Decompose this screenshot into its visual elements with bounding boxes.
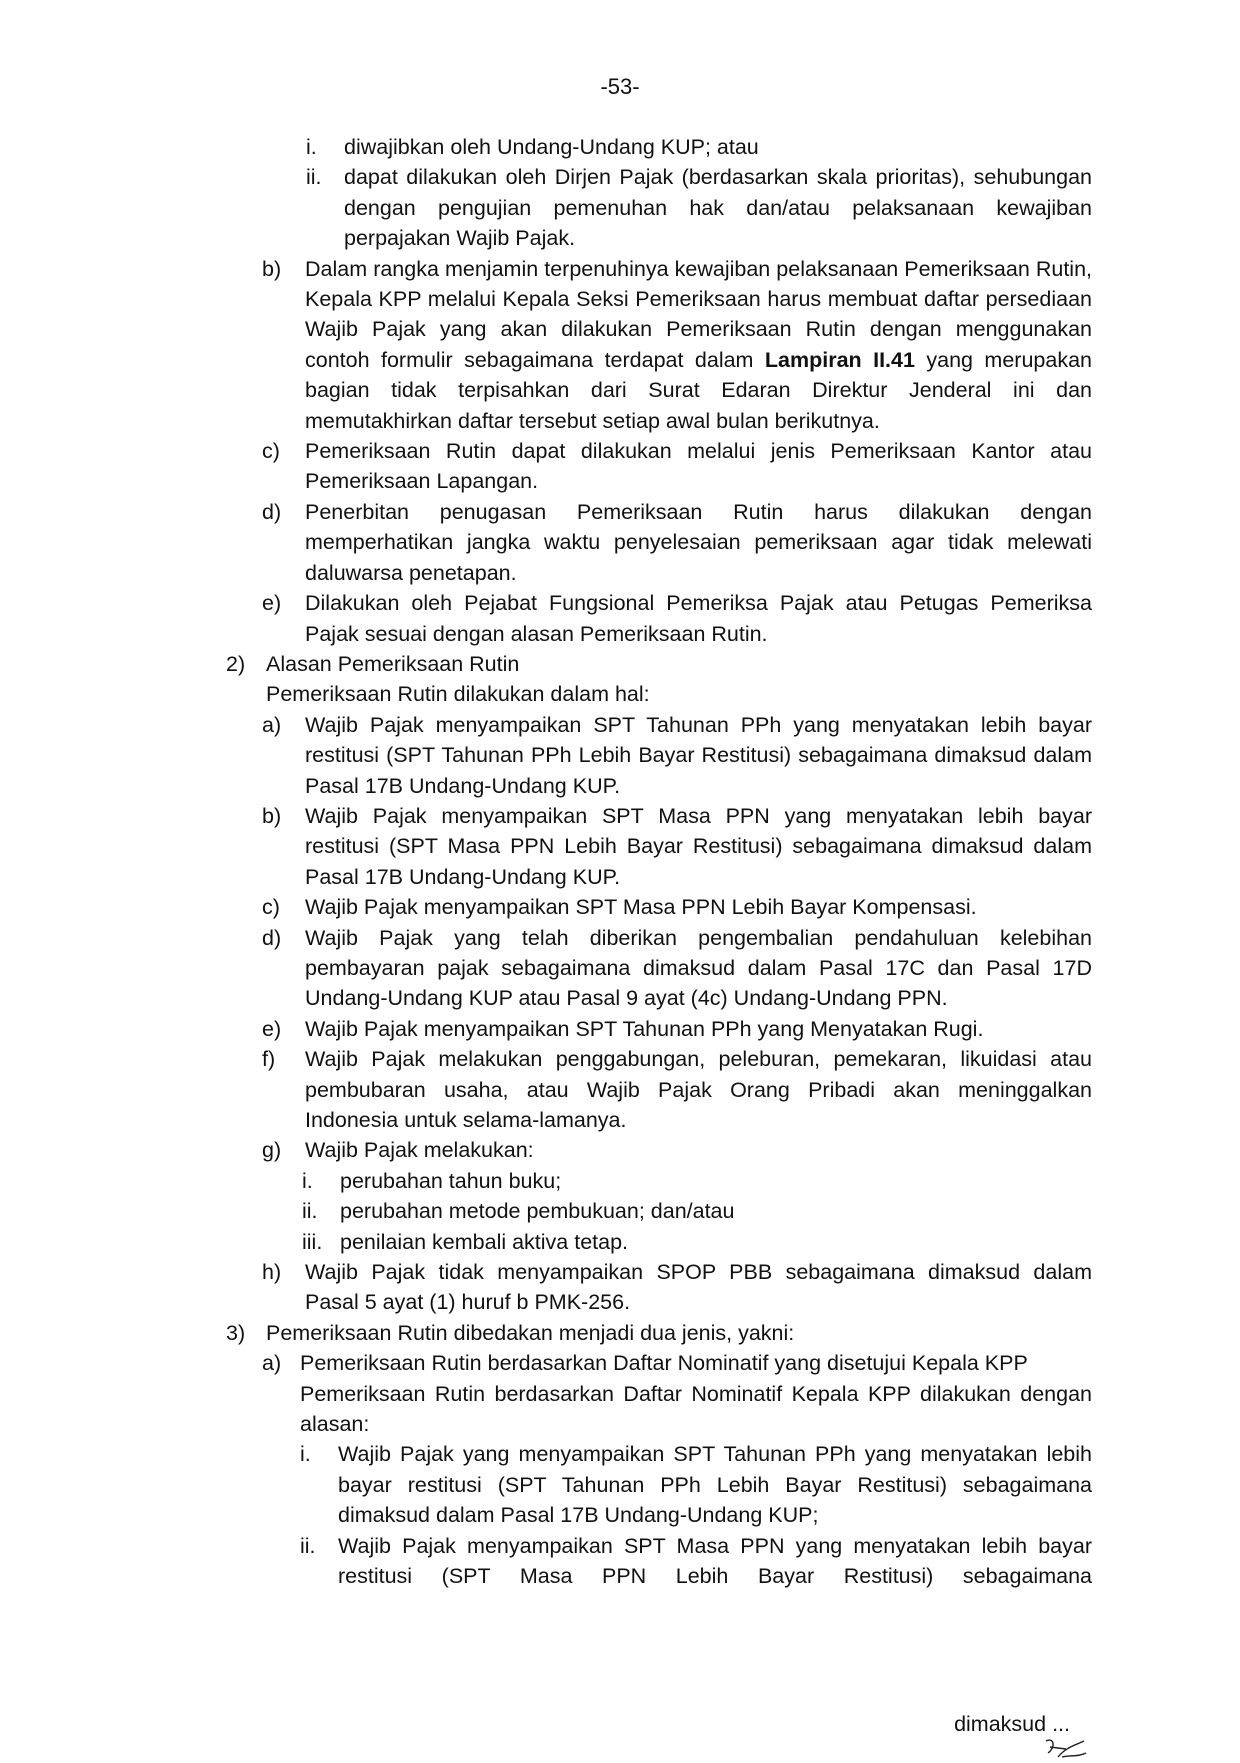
list-item	[306, 162, 1092, 253]
list-marker: b)	[262, 803, 282, 828]
list-item	[300, 1531, 1092, 1592]
list-item	[262, 497, 1092, 588]
list-marker: i.	[302, 1168, 313, 1193]
list-item-text: Pemeriksaan Rutin dapat dilakukan melalui jenis Pemeriksaan Kantor atau Pemeriksaan Lapangan.	[305, 439, 1092, 494]
list-marker: ii.	[300, 1533, 316, 1558]
list-marker: 3)	[226, 1320, 246, 1345]
list-item-text: dapat dilakukan oleh Dirjen Pajak (berdasarkan skala prioritas), sehubungan dengan pengujian pemenuhan hak dan/atau pelaksanaan kewajiban perpajakan Wajib Pajak.	[344, 165, 1092, 251]
paragraph-text: Pemeriksaan Rutin berdasarkan Daftar Nominatif Kepala KPP dilakukan dengan alasan:	[300, 1381, 1092, 1437]
list-marker: d)	[262, 925, 282, 950]
list-item	[262, 1014, 1092, 1044]
list-item	[262, 1348, 1092, 1378]
list-item	[262, 436, 1092, 497]
paragraph-text: Dalam rangka menjamin terpenuhinya kewajiban pelaksanaan Pemeriksaan Rutin, Kepala KPP melalui Kepala Seksi Pemeriksaan harus membuat daftar persediaan Wajib Pajak yang akan dilakukan Pemeriksaan Rutin dengan menggunakan contoh formulir sebagaimana terdapat dalam	[305, 256, 1092, 372]
list-item-text: Penerbitan penugasan Pemeriksaan Rutin harus dilakukan dengan memperhatikan jangka waktu penyelesaian pemeriksaan agar tidak melewati daluwarsa penetapan.	[305, 499, 1092, 585]
list-item-text: Wajib Pajak yang menyampaikan SPT Tahunan PPh yang menyatakan lebih bayar restitusi (SPT Tahunan PPh Lebih Bayar Restitusi) sebagaimana dimaksud dalam Pasal 17B Undang-Undang KUP;	[338, 1442, 1092, 1528]
list-marker: i.	[306, 135, 317, 159]
list-item	[302, 1196, 1092, 1226]
list-item-text: Wajib Pajak melakukan penggabungan, peleburan, pemekaran, likuidasi atau pembubaran usaha, atau Wajib Pajak Orang Pribadi akan meninggalkan Indonesia untuk selama-lamanya.	[305, 1047, 1092, 1132]
paragraph-text-continued: yang merupakan bagian tidak terpisahkan dari Surat Edaran Direktur Jenderal ini dan memutakhirkan daftar tersebut setiap awal bulan berikutnya.	[305, 347, 1092, 433]
list-item	[262, 1135, 1092, 1165]
list-item	[302, 1166, 1092, 1196]
page-number: -53-	[600, 74, 640, 99]
list-item	[262, 710, 1092, 801]
list-marker: d)	[262, 499, 282, 524]
attachment-reference: Lampiran II.41	[764, 347, 915, 372]
list-item	[262, 801, 1092, 892]
list-item	[262, 254, 1092, 436]
list-item-text: diwajibkan oleh Undang-Undang KUP; atau	[344, 135, 759, 159]
list-item	[262, 1044, 1092, 1135]
section-heading	[226, 1318, 1092, 1348]
list-marker: ii.	[306, 165, 322, 190]
list-marker: a)	[262, 712, 282, 737]
list-marker: c)	[262, 895, 280, 920]
document-body	[0, 132, 1240, 1592]
list-item-text: Wajib Pajak menyampaikan SPT Masa PPN Lebih Bayar Kompensasi.	[305, 895, 977, 920]
list-marker: h)	[262, 1260, 282, 1285]
list-marker: b)	[262, 256, 282, 281]
list-item-text: Wajib Pajak menyampaikan SPT Tahunan PPh yang menyatakan lebih bayar restitusi (SPT Tahunan PPh Lebih Bayar Restitusi) sebagaimana dimaksud dalam Pasal 17B Undang-Undang KUP.	[305, 712, 1092, 798]
list-item-text: Pemeriksaan Rutin berdasarkan Daftar Nominatif yang disetujui Kepala KPP	[300, 1351, 1028, 1376]
intro-paragraph	[300, 1379, 1092, 1440]
list-item	[262, 588, 1092, 649]
list-item	[300, 1439, 1092, 1530]
list-item-text: Alasan Pemeriksaan Rutin	[266, 651, 520, 676]
list-marker: i.	[300, 1442, 311, 1467]
list-marker: e)	[262, 1016, 282, 1041]
list-item	[302, 1227, 1092, 1257]
list-item	[262, 923, 1092, 1014]
list-item	[306, 132, 1092, 162]
list-marker: 2)	[226, 651, 246, 676]
list-item-text: Wajib Pajak tidak menyampaikan SPOP PBB sebagaimana dimaksud dalam Pasal 5 ayat (1) huruf b PMK-256.	[305, 1260, 1092, 1315]
list-item-text: Wajib Pajak melakukan:	[305, 1138, 534, 1163]
list-item	[262, 1257, 1092, 1318]
list-item	[262, 892, 1092, 922]
list-item-text: Pemeriksaan Rutin dibedakan menjadi dua jenis, yakni:	[266, 1320, 795, 1345]
list-marker: c)	[262, 439, 280, 464]
list-item-text	[305, 254, 1092, 436]
section-heading	[226, 649, 1092, 679]
list-item-text: Wajib Pajak yang telah diberikan pengembalian pendahuluan kelebihan pembayaran pajak sebagaimana dimaksud dalam Pasal 17C dan Pasal 17D Undang-Undang KUP atau Pasal 9 ayat (4c) Undang-Undang PPN.	[305, 925, 1092, 1011]
list-marker: g)	[262, 1138, 282, 1163]
list-marker: f)	[262, 1047, 276, 1072]
list-item-text: Wajib Pajak menyampaikan SPT Masa PPN yang menyatakan lebih bayar restitusi (SPT Masa PPN Lebih Bayar Restitusi) sebagaimana dimaksud dalam Pasal 17B Undang-Undang KUP.	[305, 803, 1092, 889]
list-marker: e)	[262, 591, 282, 616]
list-item-text: Wajib Pajak menyampaikan SPT Masa PPN yang menyatakan lebih bayar restitusi (SPT Masa PPN Lebih Bayar Restitusi) sebagaimana	[338, 1533, 1092, 1589]
list-item-text: penilaian kembali aktiva tetap.	[340, 1229, 629, 1254]
list-item-text: perubahan tahun buku;	[340, 1168, 562, 1193]
list-item-text: Dilakukan oleh Pejabat Fungsional Pemeriksa Pajak atau Petugas Pemeriksa Pajak sesuai dengan alasan Pemeriksaan Rutin.	[305, 591, 1092, 646]
page-continuation: dimaksud ...	[954, 1712, 1070, 1736]
paragraph-text: Pemeriksaan Rutin dilakukan dalam hal:	[266, 682, 650, 707]
list-item-text: Wajib Pajak menyampaikan SPT Tahunan PPh yang Menyatakan Rugi.	[305, 1016, 984, 1041]
list-marker: ii.	[302, 1199, 318, 1224]
intro-paragraph	[266, 679, 1092, 709]
list-marker: a)	[262, 1351, 282, 1376]
list-item-text: perubahan metode pembukuan; dan/atau	[340, 1199, 735, 1224]
paraf-initials-mark	[1040, 1735, 1090, 1763]
list-marker: iii.	[302, 1229, 323, 1254]
